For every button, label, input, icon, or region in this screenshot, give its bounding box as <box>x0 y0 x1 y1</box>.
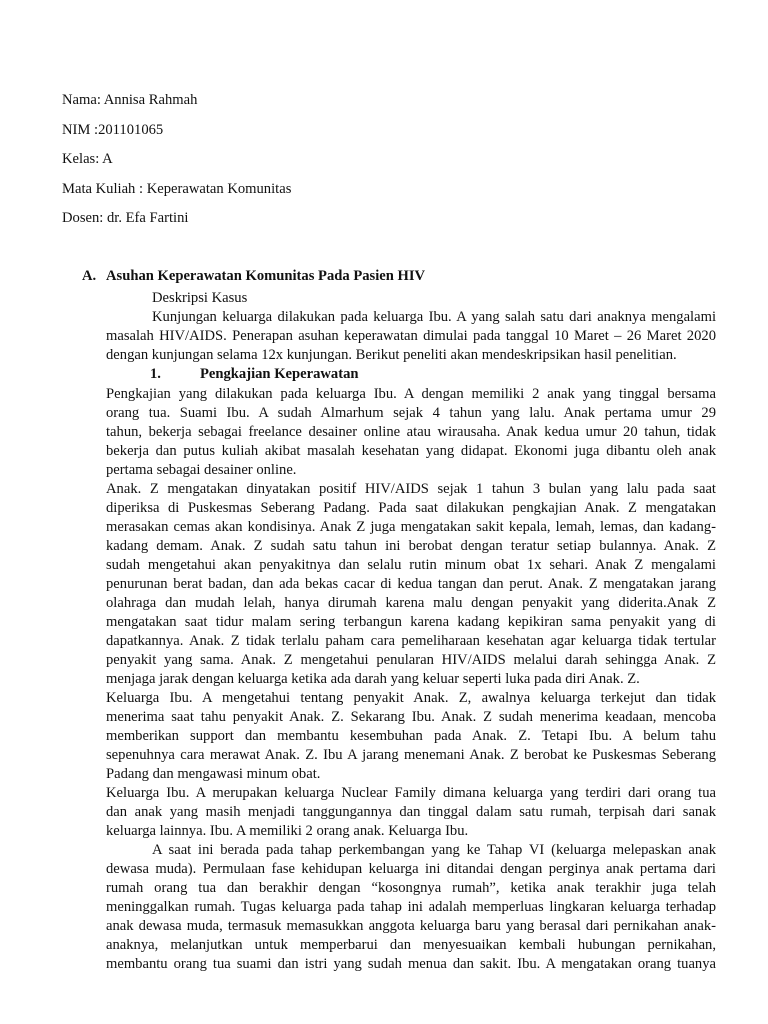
body-line: Keluarga Ibu. A mengetahui tentang penyakit Anak. Z, awalnya keluarga terkejut dan tidak <box>106 690 716 706</box>
subsection-number: 1. <box>150 366 161 382</box>
body-line: mengatakan saat tidur malam sering terbangun karena kadang kepikiran sama penyakit yang di <box>106 614 716 630</box>
body-line: tahun, bekerja sebagai freelance desainer online atau wirausaha. Anak kedua umur 20 tahun, tidak <box>106 424 716 440</box>
body-line: penyakit yang sama. Anak. Z mengetahui penularan HIV/AIDS melalui darah sehingga Anak. Z <box>106 652 716 668</box>
student-nim: NIM :201101065 <box>62 122 164 138</box>
body-line: memberikan support dan membantu kesembuhan pada Anak. Z. Tetapi Ibu. A belum tahu <box>106 728 716 744</box>
body-line: Keluarga Ibu. A merupakan keluarga Nuclear Family dimana keluarga yang terdiri dari orang tua <box>106 785 716 801</box>
intro-line: dengan kunjungan selama 12x kunjungan. Berikut peneliti akan mendeskripsikan hasil penelitian. <box>106 347 677 363</box>
body-line: A saat ini berada pada tahap perkembangan yang ke Tahap VI (keluarga melepaskan anak <box>152 842 716 858</box>
lecturer-name: Dosen: dr. Efa Fartini <box>62 210 189 226</box>
body-line: anaknya, melanjutkan untuk memperbarui dan menyesuaikan kembali hubungan pernikahan, <box>106 937 716 953</box>
course-name: Mata Kuliah : Keperawatan Komunitas <box>62 181 292 197</box>
body-line: Padang dan mengawasi minum obat. <box>106 766 321 782</box>
body-line: rumah orang tua dan berakhir dengan “kosongnya rumah”, ketika anak terakhir juga telah <box>106 880 716 896</box>
intro-line: masalah HIV/AIDS. Penerapan asuhan keperawatan dimulai pada tanggal 10 Maret – 26 Maret 2020 <box>106 328 716 344</box>
body-line: Anak. Z mengatakan dinyatakan positif HIV/AIDS sejak 1 tahun 3 bulan yang lalu pada saat <box>106 481 716 497</box>
body-line: menjaga jarak dengan keluarga ketika ada darah yang keluar seperti luka pada diri Anak. Z. <box>106 671 640 687</box>
section-title: Asuhan Keperawatan Komunitas Pada Pasien HIV <box>106 268 426 284</box>
body-line: dan anak yang masih menjadi tanggungannya dan tinggal dalam satu rumah, terpisah dari sanak <box>106 804 716 820</box>
body-line: membantu orang tua suami dan istri yang sudah menua dan sakit. Ibu. A mengatakan orang tuanya <box>106 956 716 972</box>
body-line: olahraga dan mudah lelah, hanya dirumah karena malu dengan penyakit yang diderita.Anak Z <box>106 595 716 611</box>
body-line: orang tua. Suami Ibu. A sudah Almarhum sejak 4 tahun yang lalu. Anak pertama umur 29 <box>106 405 716 421</box>
body-line: Pengkajian yang dilakukan pada keluarga Ibu. A dengan memiliki 2 anak yang tinggal bersama <box>106 386 716 402</box>
deskripsi-label: Deskripsi Kasus <box>152 290 248 306</box>
section-letter: A. <box>82 268 97 284</box>
body-line: kadang demam. Anak. Z sudah satu tahun ini berobat dengan teratur setiap bulannya. Anak. Z <box>106 538 716 554</box>
body-line: anak dewasa muda, termasuk memasukkan anggota keluarga baru yang berasal dari pernikahan anak- <box>106 918 716 934</box>
body-line: merasakan cemas akan kondisinya. Anak Z juga mengatakan sakit kepala, lemah, lemas, dan kadang- <box>106 519 716 535</box>
body-line: sudah mengetahui akan penyakitnya dan selalu rutin minum obat 1x sehari. Anak Z mengalami <box>106 557 716 573</box>
body-line: dapatkannya. Anak. Z tidak terlalu paham cara pemeliharaan kesehatan agar keluarga tidak tertular <box>106 633 716 649</box>
body-line: dewasa muda). Permulaan fase kehidupan keluarga ini ditandai dengan perginya anak pertama dari <box>106 861 716 877</box>
body-line: keluarga lainnya. Ibu. A memiliki 2 orang anak. Keluarga Ibu. <box>106 823 469 839</box>
subsection-title: Pengkajian Keperawatan <box>200 366 359 382</box>
student-name: Nama: Annisa Rahmah <box>62 92 198 108</box>
body-line: pertama sebagai desainer online. <box>106 462 297 478</box>
body-line: menerima saat tahu penyakit Anak. Z. Sekarang Ibu. Anak. Z sudah menerima keadaan, mencoba <box>106 709 716 725</box>
body-line: penurunan berat badan, dan ada bekas cacar di kedua tangan dan perut. Anak. Z mengatakan jarang <box>106 576 716 592</box>
section-heading <box>82 268 425 285</box>
subsection-heading <box>150 366 359 383</box>
intro-line: Kunjungan keluarga dilakukan pada keluarga Ibu. A yang salah satu dari anaknya mengalami <box>152 309 716 325</box>
body-line: meninggalkan rumah. Tugas keluarga pada tahap ini adalah memperluas lingkaran keluarga terhadap <box>106 899 716 915</box>
body-line: bekerja dan putus kuliah akibat masalah kesehatan yang didapat. Ekonomi juga dibantu oleh anak <box>106 443 716 459</box>
student-class: Kelas: A <box>62 151 113 167</box>
body-line: sepenuhnya cara merawat Anak. Z. Ibu A jarang menemani Anak. Z berobat ke Puskesmas Seberang <box>106 747 716 763</box>
body-line: diperiksa di Puskesmas Seberang Padang. Pada saat dilakukan pengkajian Anak. Z mengatakan <box>106 500 716 516</box>
